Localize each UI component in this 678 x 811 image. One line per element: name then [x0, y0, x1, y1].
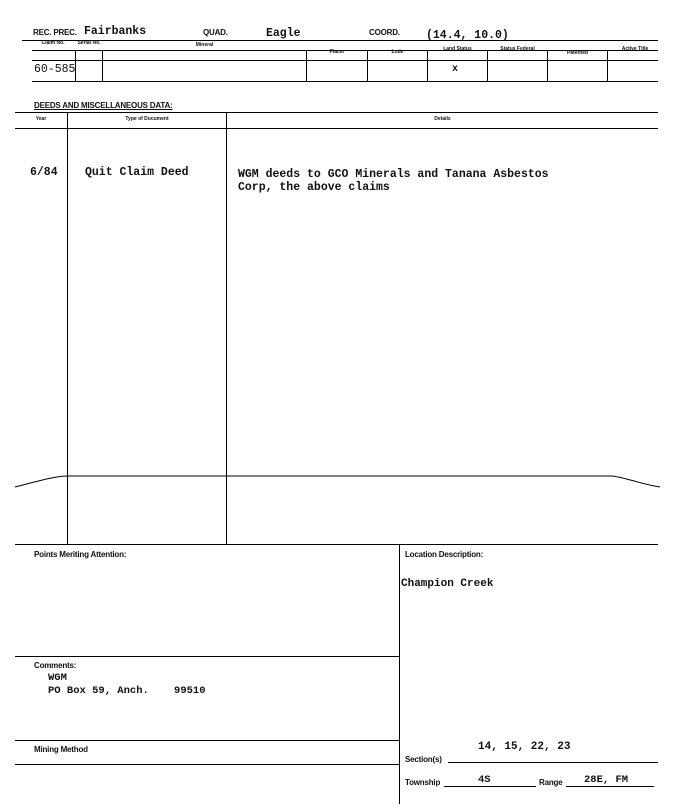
- quad-value: Eagle: [266, 27, 301, 40]
- range-label: Range: [539, 778, 563, 787]
- deed-details-line2: Corp, the above claims: [238, 181, 390, 194]
- lode-header: Lode: [391, 49, 404, 55]
- placer-header: Placer: [329, 49, 345, 55]
- mining-method-label: Mining Method: [34, 745, 88, 754]
- status-federal-header: Status Federal: [500, 46, 535, 52]
- land-status-mark: x: [452, 64, 459, 75]
- type-header: Type of Document: [125, 116, 169, 122]
- township-label: Township: [405, 778, 441, 787]
- comments-label: Comments:: [34, 661, 77, 670]
- comments-line1: WGM: [48, 672, 67, 684]
- points-meriting-attention-label: Points Meriting Attention:: [34, 550, 127, 559]
- location-description-value: Champion Creek: [401, 578, 494, 590]
- mineral-header: Mineral: [195, 42, 214, 48]
- township-value: 4S: [478, 774, 491, 786]
- township-underline: [444, 786, 536, 787]
- sections-underline: [448, 762, 658, 763]
- rec-prec-label: REC. PREC.: [33, 28, 77, 37]
- deeds-section-title: DEEDS AND MISCELLANEOUS DATA:: [34, 101, 173, 110]
- coord-value: (14.4, 10.0): [426, 29, 509, 42]
- deed-year: 6/84: [30, 166, 58, 179]
- claim-no-value: 60-585: [34, 63, 76, 76]
- serial-no-header: Serial No.: [77, 40, 101, 46]
- coord-label: COORD.: [369, 28, 400, 37]
- range-underline: [566, 786, 654, 787]
- active-title-header: Active Title: [621, 46, 649, 52]
- deed-type: Quit Claim Deed: [85, 166, 189, 179]
- land-status-header: Land Status: [443, 46, 472, 52]
- range-value: 28E, FM: [584, 774, 629, 786]
- sections-label: Section(s): [405, 755, 442, 764]
- rec-prec-value: Fairbanks: [84, 25, 147, 38]
- deed-details-line1: WGM deeds to GCO Minerals and Tanana Asbestos: [238, 168, 549, 181]
- patented-header: Patented: [566, 50, 589, 56]
- claim-no-header: Claim No.: [41, 40, 65, 46]
- year-header: Year: [35, 116, 47, 122]
- quad-label: QUAD.: [203, 28, 228, 37]
- sections-value: 14, 15, 22, 23: [478, 741, 571, 753]
- details-header: Details: [434, 116, 451, 122]
- comments-line2: PO Box 59, Anch. 99510: [48, 685, 206, 697]
- location-description-label: Location Description:: [405, 550, 484, 559]
